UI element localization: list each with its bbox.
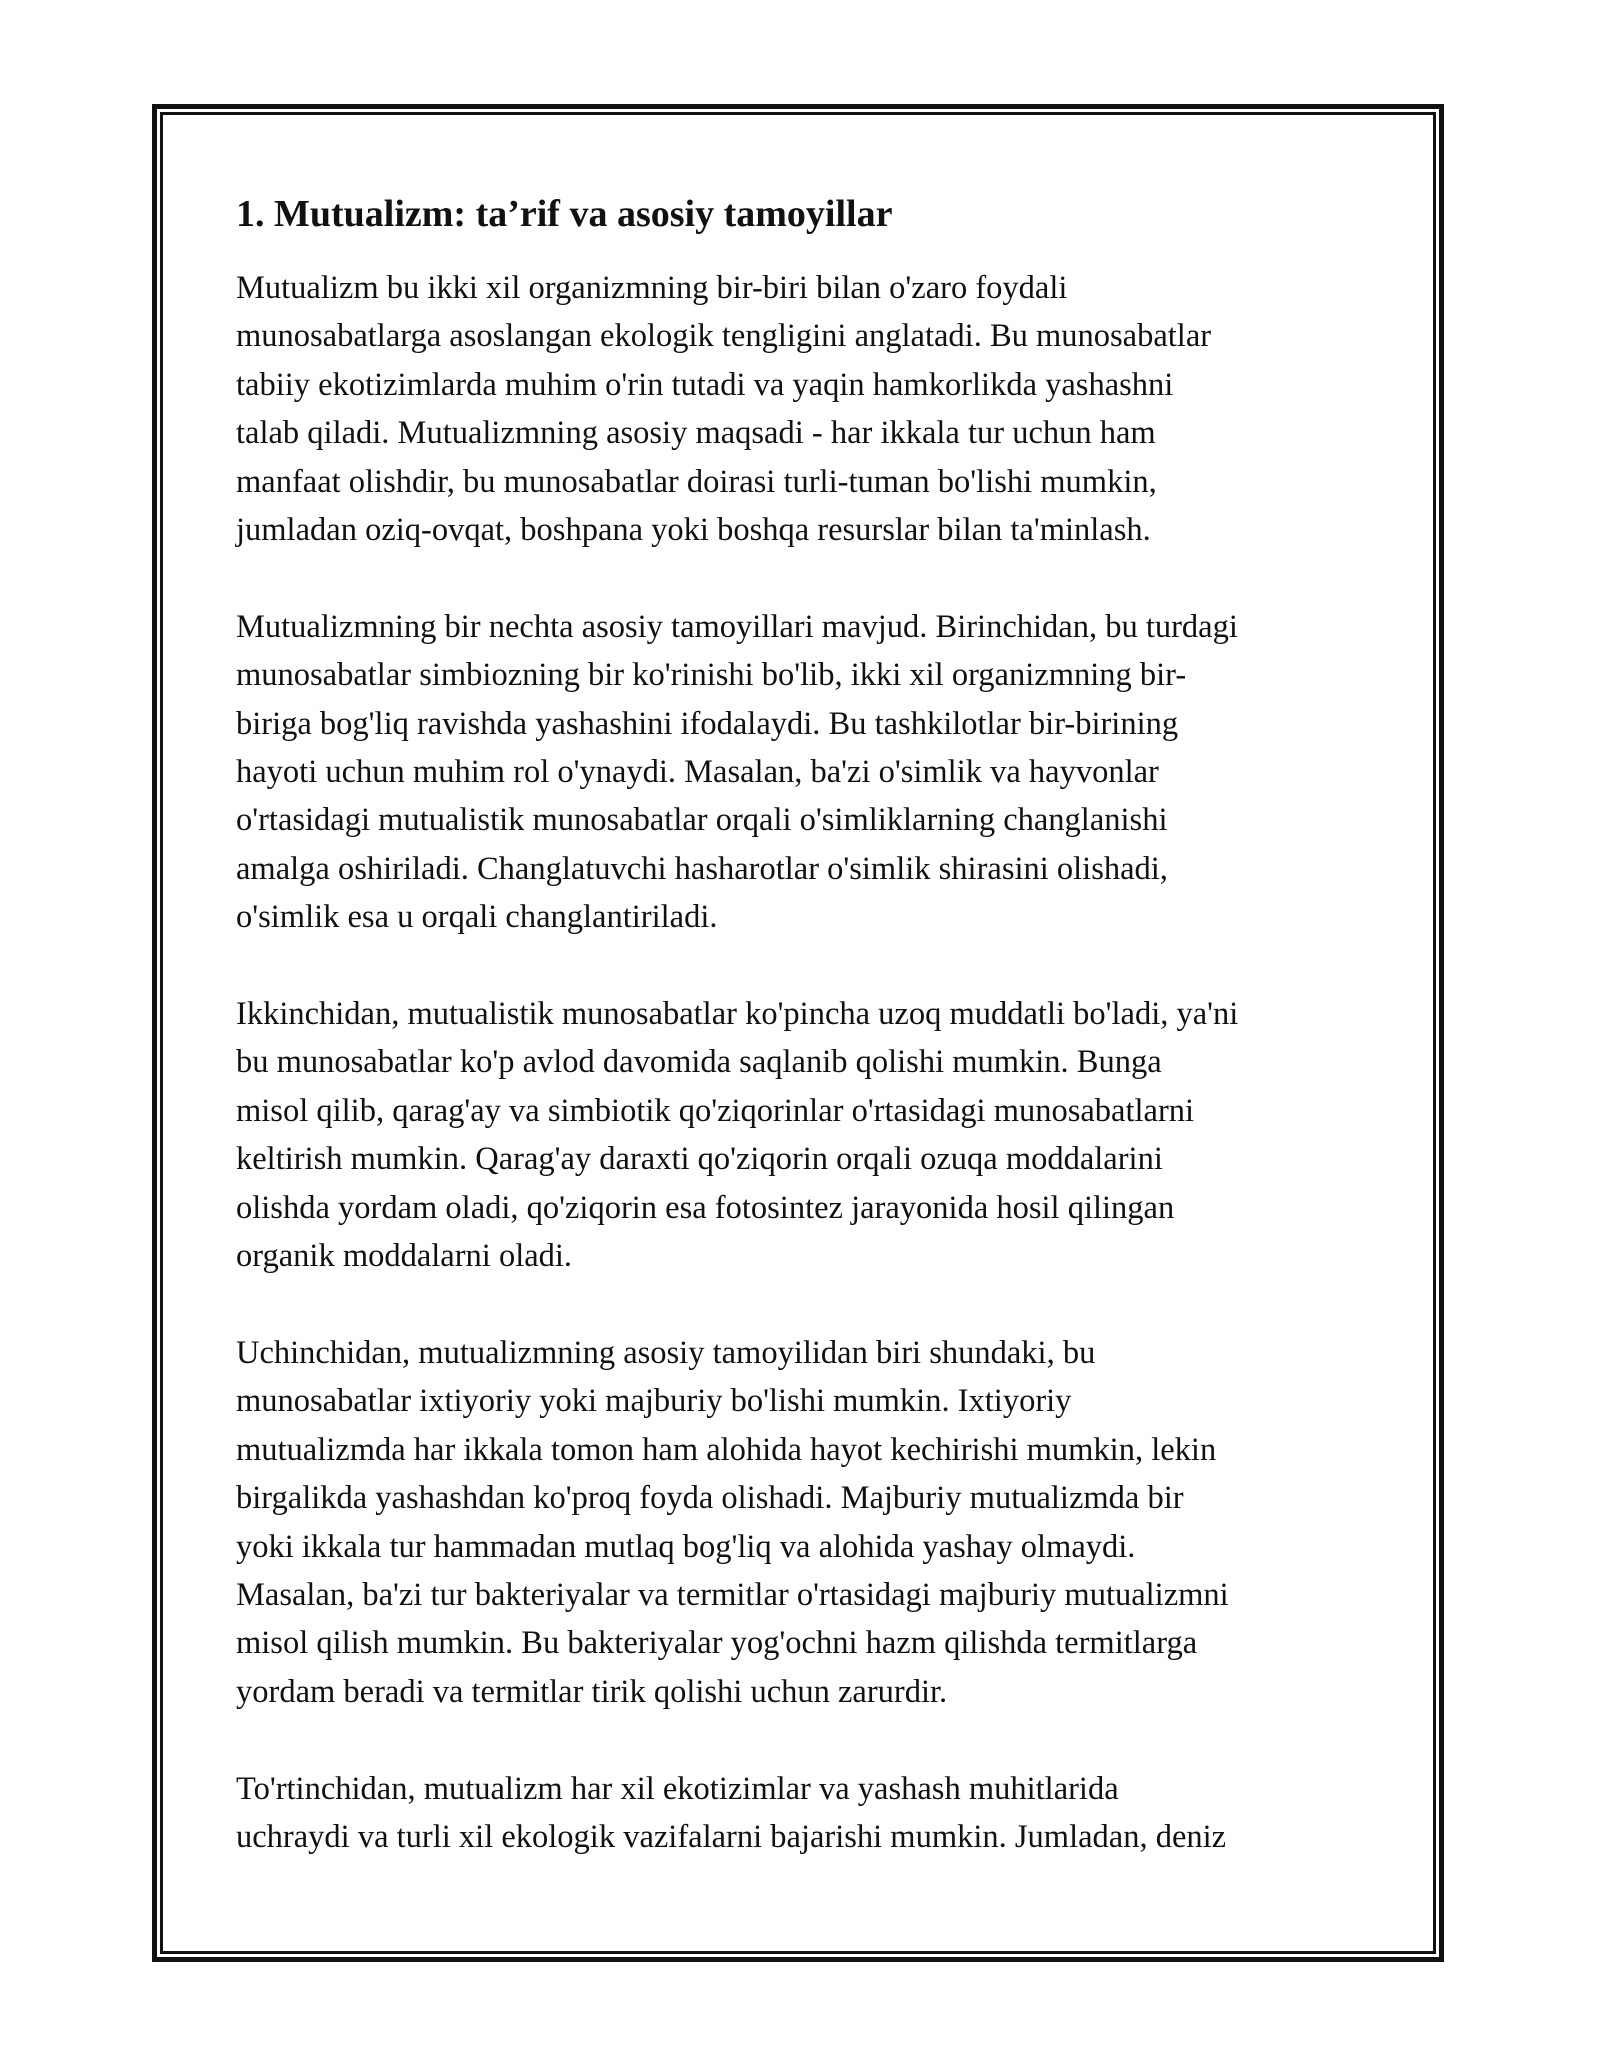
paragraph-5: To'rtinchidan, mutualizm har xil ekotizimlar va yashash muhitlarida uchraydi va turli xil ekologik vazifalarni bajarishi mumkin. Jumladan, deniz [236,1770,1227,1855]
section-heading: 1. Mutualizm: ta’rif va asosiy tamoyillar [236,193,893,235]
paragraph-3: Ikkinchidan, mutualistik munosabatlar ko'pincha uzoq muddatli bo'ladi, ya'ni bu munosabatlar ko'p avlod davomida saqlanib qolishi mumkin. Bunga misol qilib, qarag'ay va simbiotik qo'ziqorinlar o'rtasidagi munosabatlarni keltirish mumkin. Qarag'ay daraxti qo'ziqorin orqali ozuqa moddalarini olishda yordam oladi, qo'ziqorin esa fotosintez jarayonida hosil qilingan organik moddalarni oladi. [236,996,1239,1275]
document-body [236,190,1376,1910]
paragraph-2: Mutualizmning bir nechta asosiy tamoyillari mavjud. Birinchidan, bu turdagi munosabatlar simbiozning bir ko'rinishi bo'lib, ikki xil organizmning bir- biriga bog'liq ravishda yashashini ifodalaydi. Bu tashkilotlar bir-birining hayoti uchun muhim rol o'ynaydi. Masalan, ba'zi o'simlik va hayvonlar o'rtasidagi mutualistik munosabatlar orqali o'simliklarning changlanishi amalga oshiriladi. Changlatuvchi hasharotlar o'simlik shirasini olishadi, o'simlik esa u orqali changlantiriladi. [236,608,1238,936]
paragraph-4: Uchinchidan, mutualizmning asosiy tamoyilidan biri shundaki, bu munosabatlar ixtiyoriy yoki majburiy bo'lishi mumkin. Ixtiyoriy mutualizmda har ikkala tomon ham alohida hayot kechirishi mumkin, lekin birgalikda yashashdan ko'proq foyda olishadi. Majburiy mutualizmda bir yoki ikkala tur hammadan mutlaq bog'liq va alohida yashay olmaydi. Masalan, ba'zi tur bakteriyalar va termitlar o'rtasidagi majburiy mutualizmni misol qilish mumkin. Bu bakteriyalar yog'ochni hazm qilishda termitlarga yordam beradi va termitlar tirik qolishi uchun zarurdir. [236,1334,1229,1710]
paragraph-1: Mutualizm bu ikki xil organizmning bir-biri bilan o'zaro foydali munosabatlarga asoslangan ekologik tengligini anglatadi. Bu munosabatlar tabiiy ekotizimlarda muhim o'rin tutadi va yaqin hamkorlikda yashashni talab qiladi. Mutualizmning asosiy maqsadi - har ikkala tur uchun ham manfaat olishdir, bu munosabatlar doirasi turli-tuman bo'lishi mumkin, jumladan oziq-ovqat, boshpana yoki boshqa resurslar bilan ta'minlash. [236,270,1212,549]
